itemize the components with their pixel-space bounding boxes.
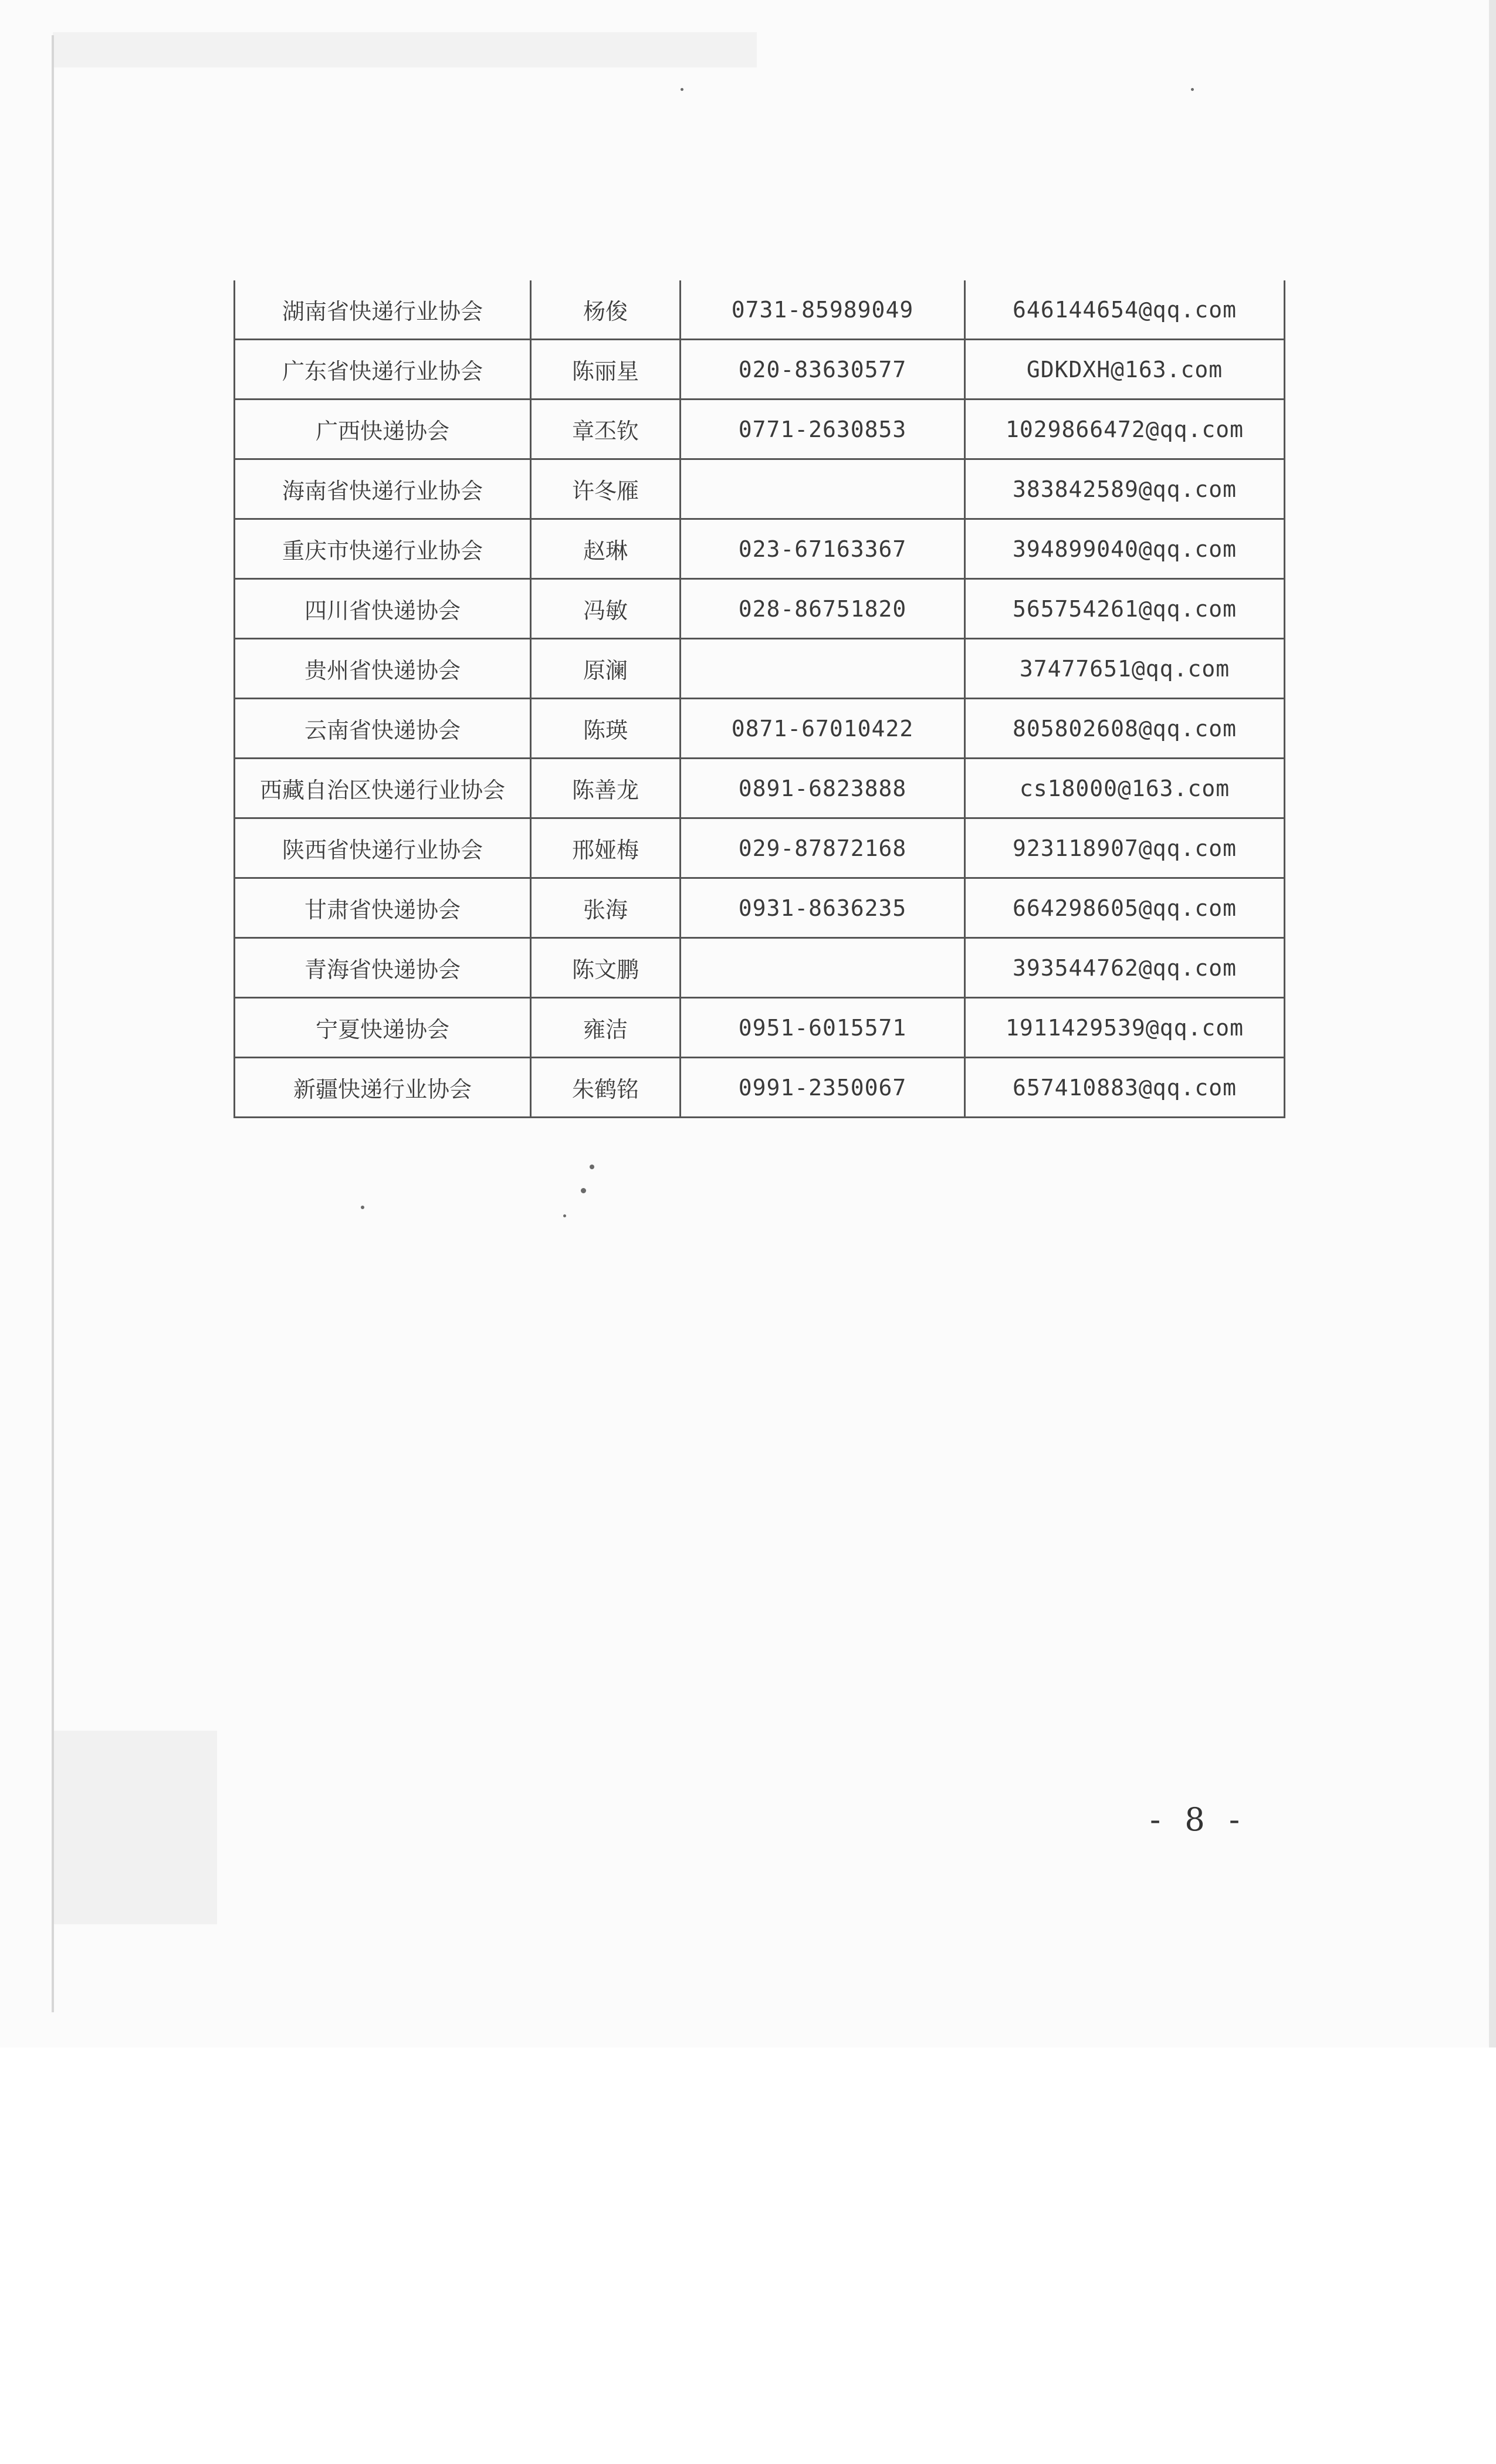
org-cell: 宁夏快递协会 [235, 998, 531, 1058]
phone-cell: 0731-85989049 [681, 280, 965, 340]
contact-name-cell: 陈文鹏 [531, 938, 681, 998]
scan-shadow-left [53, 1731, 217, 1924]
phone-cell: 029-87872168 [681, 818, 965, 878]
scan-speck [1191, 88, 1194, 91]
contact-name-cell: 赵琳 [531, 519, 681, 579]
table-row [235, 459, 1285, 519]
org-cell: 重庆市快递行业协会 [235, 519, 531, 579]
contact-name-cell: 原澜 [531, 639, 681, 699]
org-cell: 广西快递协会 [235, 400, 531, 459]
table-row [235, 759, 1285, 818]
phone-cell: 028-86751820 [681, 579, 965, 639]
email-cell: 646144654@qq.com [965, 280, 1285, 340]
phone-cell [681, 459, 965, 519]
contact-name-cell: 雍洁 [531, 998, 681, 1058]
scan-speck [361, 1206, 364, 1209]
phone-cell: 0991-2350067 [681, 1058, 965, 1118]
org-cell: 陕西省快递行业协会 [235, 818, 531, 878]
org-cell: 青海省快递协会 [235, 938, 531, 998]
table-row [235, 1058, 1285, 1118]
scan-shadow-top [53, 32, 757, 67]
table-row [235, 938, 1285, 998]
table-row [235, 998, 1285, 1058]
contact-name-cell: 张海 [531, 878, 681, 938]
table-row [235, 639, 1285, 699]
scan-edge-right [1489, 0, 1496, 2047]
contact-name-cell: 邢娅梅 [531, 818, 681, 878]
email-cell: 393544762@qq.com [965, 938, 1285, 998]
org-cell: 四川省快递协会 [235, 579, 531, 639]
scan-speck [563, 1214, 566, 1217]
contact-name-cell: 陈瑛 [531, 699, 681, 759]
contact-name-cell: 许冬雁 [531, 459, 681, 519]
email-cell: 1029866472@qq.com [965, 400, 1285, 459]
org-cell: 西藏自治区快递行业协会 [235, 759, 531, 818]
table-row [235, 878, 1285, 938]
table-row [235, 340, 1285, 400]
contact-name-cell: 朱鹤铭 [531, 1058, 681, 1118]
scan-speck [581, 1188, 586, 1193]
phone-cell: 020-83630577 [681, 340, 965, 400]
table-row [235, 280, 1285, 340]
email-cell: 664298605@qq.com [965, 878, 1285, 938]
table-row [235, 699, 1285, 759]
phone-cell: 0951-6015571 [681, 998, 965, 1058]
org-cell: 新疆快递行业协会 [235, 1058, 531, 1118]
phone-cell [681, 938, 965, 998]
contact-name-cell: 陈善龙 [531, 759, 681, 818]
email-cell: 565754261@qq.com [965, 579, 1285, 639]
phone-cell: 0771-2630853 [681, 400, 965, 459]
org-cell: 云南省快递协会 [235, 699, 531, 759]
email-cell: 37477651@qq.com [965, 639, 1285, 699]
org-cell: 湖南省快递行业协会 [235, 280, 531, 340]
phone-cell: 023-67163367 [681, 519, 965, 579]
contact-table [233, 280, 1285, 1118]
contact-table-body [235, 280, 1285, 1118]
table-row [235, 400, 1285, 459]
scan-speck [681, 88, 683, 91]
scan-edge-left [52, 35, 54, 2012]
page-number: - 8 - [1150, 1801, 1247, 1838]
org-cell: 海南省快递行业协会 [235, 459, 531, 519]
email-cell: 923118907@qq.com [965, 818, 1285, 878]
contact-name-cell: 冯敏 [531, 579, 681, 639]
email-cell: 394899040@qq.com [965, 519, 1285, 579]
phone-cell: 0891-6823888 [681, 759, 965, 818]
email-cell: 383842589@qq.com [965, 459, 1285, 519]
org-cell: 甘肃省快递协会 [235, 878, 531, 938]
email-cell: cs18000@163.com [965, 759, 1285, 818]
scan-speck [590, 1165, 594, 1169]
contact-name-cell: 杨俊 [531, 280, 681, 340]
email-cell: 1911429539@qq.com [965, 998, 1285, 1058]
table-row [235, 519, 1285, 579]
org-cell: 广东省快递行业协会 [235, 340, 531, 400]
org-cell: 贵州省快递协会 [235, 639, 531, 699]
table-row [235, 579, 1285, 639]
contact-name-cell: 章丕钦 [531, 400, 681, 459]
email-cell: 805802608@qq.com [965, 699, 1285, 759]
contact-name-cell: 陈丽星 [531, 340, 681, 400]
phone-cell [681, 639, 965, 699]
email-cell: GDKDXH@163.com [965, 340, 1285, 400]
phone-cell: 0931-8636235 [681, 878, 965, 938]
table-row [235, 818, 1285, 878]
email-cell: 657410883@qq.com [965, 1058, 1285, 1118]
phone-cell: 0871-67010422 [681, 699, 965, 759]
